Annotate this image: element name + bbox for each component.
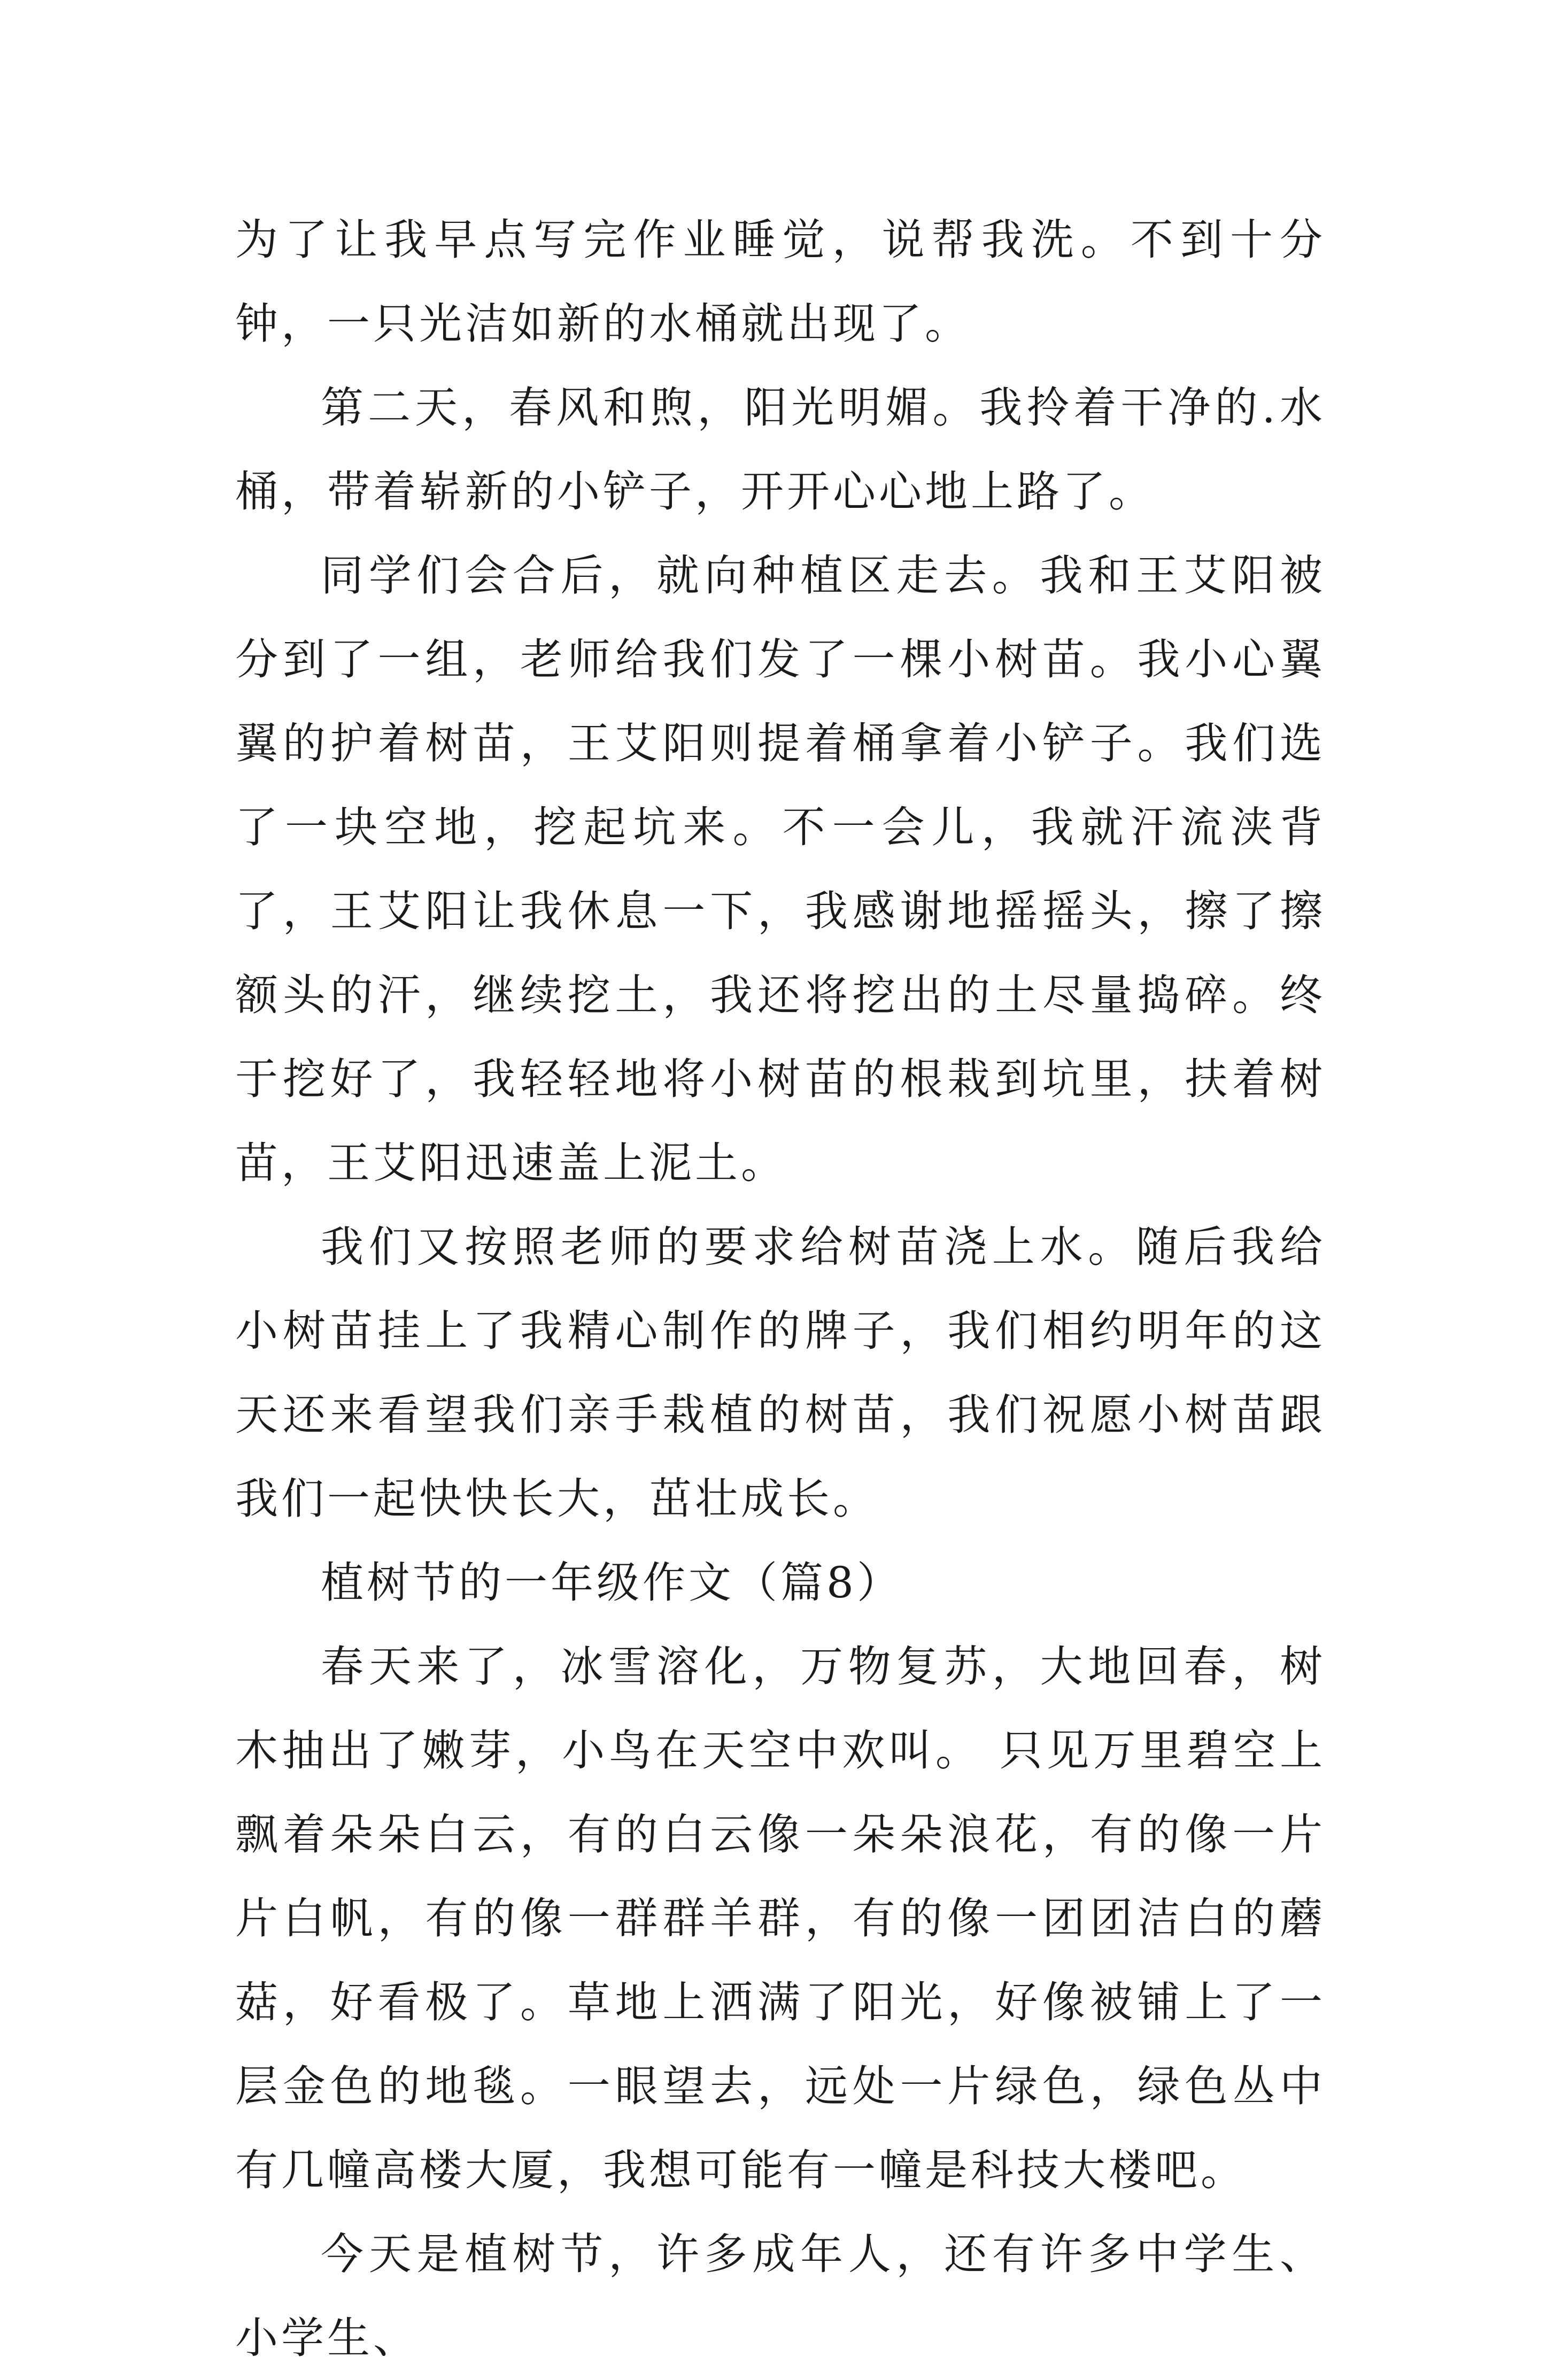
document-body — [235, 198, 1326, 2380]
paragraph-4: 我们又按照老师的要求给树苗浇上水。随后我给小树苗挂上了我精心制作的牌子，我们相约明年的这天还来看望我们亲手栽植的树苗，我们祝愿小树苗跟我们一起快快长大，茁壮成长。 — [235, 1222, 1326, 1524]
paragraph-6: 今天是植树节，许多成年人，还有许多中学生、小学生、 — [235, 2229, 1326, 2363]
paragraph-3: 同学们会合后，就向种植区走去。我和王艾阳被分到了一组，老师给我们发了一棵小树苗。我小心翼翼的护着树苗，王艾阳则提着桶拿着小铲子。我们选了一块空地，挖起坑来。不一会儿，我就汗流浃背了，王艾阳让我休息一下，我感谢地摇摇头，擦了擦额头的汗，继续挖土，我还将挖出的土尽量捣碎。终于挖好了，我轻轻地将小树苗的根栽到坑里，扶着树苗，王艾阳迅速盖上泥土。 — [235, 551, 1326, 1188]
section-heading: 植树节的一年级作文（篇8） — [321, 1558, 903, 1608]
paragraph-2: 第二天，春风和煦，阳光明媚。我拎着干净的.水桶，带着崭新的小铲子，开开心心地上路了。 — [235, 383, 1326, 516]
paragraph-5: 春天来了，冰雪溶化，万物复苏，大地回春，树木抽出了嫩芽，小鸟在天空中欢叫。 只见万里碧空上飘着朵朵白云，有的白云像一朵朵浪花，有的像一片片白帆，有的像一群群羊群，有的像一团团洁白的蘑菇，好看极了。草地上洒满了阳光，好像被铺上了一层金色的地毯。一眼望去，远处一片绿色，绿色丛中有几幢高楼大厦，我想可能有一幢是科技大楼吧。 — [235, 1642, 1326, 2195]
paragraph-1: 为了让我早点写完作业睡觉，说帮我洗。不到十分钟，一只光洁如新的水桶就出现了。 — [235, 215, 1326, 349]
